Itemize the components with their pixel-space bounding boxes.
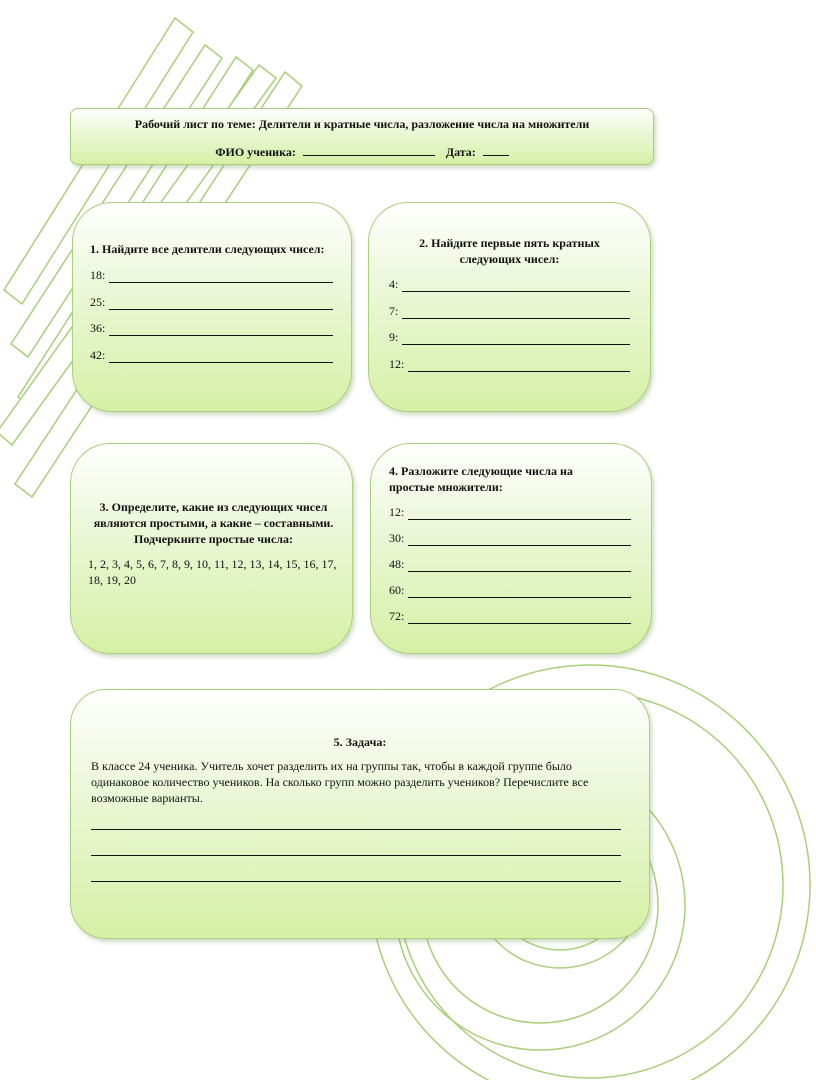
answer-row [389,506,631,520]
answer-label: 12: [389,356,405,371]
answer-line[interactable] [408,612,631,624]
answer-row [90,269,333,283]
task-4-title: 4. Разложите следующие числа на простые множители: [389,464,573,494]
answer-label: 30: [389,531,405,545]
answer-row [90,349,333,363]
answer-label: 42: [90,347,106,362]
answer-line[interactable] [408,534,631,546]
task-5-problem-text: В классе 24 ученика. Учитель хочет разделить их на группы так, чтобы в каждой группе было одинаковое количество учеников. На сколько групп можно разделить учеников? Перечислите все возможные варианты. [91,759,589,805]
answer-label: 60: [389,583,405,597]
answer-label: 4: [389,277,399,291]
answer-row [90,296,333,310]
answer-line[interactable] [408,360,630,372]
answer-line[interactable] [408,508,631,520]
answer-row [389,610,631,624]
answer-line[interactable] [109,271,333,283]
answer-line[interactable] [109,298,333,310]
answer-line[interactable] [402,307,630,319]
answer-label: 48: [389,557,405,571]
answer-label: 18: [90,268,106,282]
answer-row [389,278,630,292]
answer-line[interactable] [402,333,630,345]
task-2-card [368,202,651,412]
task-3-card [70,443,353,654]
task-4-answers [389,506,631,636]
answer-label: 36: [90,321,106,335]
task-1-card [72,202,352,412]
answer-line[interactable] [91,829,621,830]
answer-label: 9: [389,330,399,344]
task-3-number-list[interactable]: 1, 2, 3, 4, 5, 6, 7, 8, 9, 10, 11, 12, 13, 14, 15, 16, 17, 18, 19, 20 [88,557,337,587]
task-4-card [370,443,652,654]
task-1-answers [90,269,333,375]
task-2-title: 2. Найдите первые пять кратных следующих чисел: [419,236,600,266]
answer-line[interactable] [91,855,621,856]
answer-label: 25: [90,294,106,309]
answer-line[interactable] [109,351,333,363]
task-5-card [70,689,650,939]
date-field[interactable] [483,145,509,156]
student-name-field[interactable] [303,145,435,156]
answer-label: 12: [389,505,405,519]
date-label: Дата: [445,145,476,159]
student-name-label: ФИО ученика: [215,145,296,159]
task-1-title: 1. Найдите все делители следующих чисел: [90,242,325,256]
task-2-answers [389,278,630,384]
answer-row [389,305,630,319]
student-info-row [71,145,653,160]
answer-line[interactable] [109,324,333,336]
task-5-title: 5. Задача: [333,735,387,749]
answer-row [90,322,333,336]
answer-row [389,358,630,372]
answer-row [389,331,630,345]
answer-label: 72: [389,609,405,623]
answer-line[interactable] [402,280,630,292]
worksheet-header [70,108,654,165]
answer-label: 7: [389,303,399,318]
answer-line[interactable] [91,881,621,882]
answer-line[interactable] [408,560,631,572]
answer-row [389,558,631,572]
task-3-title: 3. Определите, какие из следующих чисел являются простыми, а какие – составными. Подчеркните простые числа: [93,500,334,546]
answer-line[interactable] [408,586,631,598]
answer-row [389,532,631,546]
worksheet-title: Рабочий лист по теме: Делители и кратные числа, разложение числа на множители [134,117,590,131]
answer-row [389,584,631,598]
